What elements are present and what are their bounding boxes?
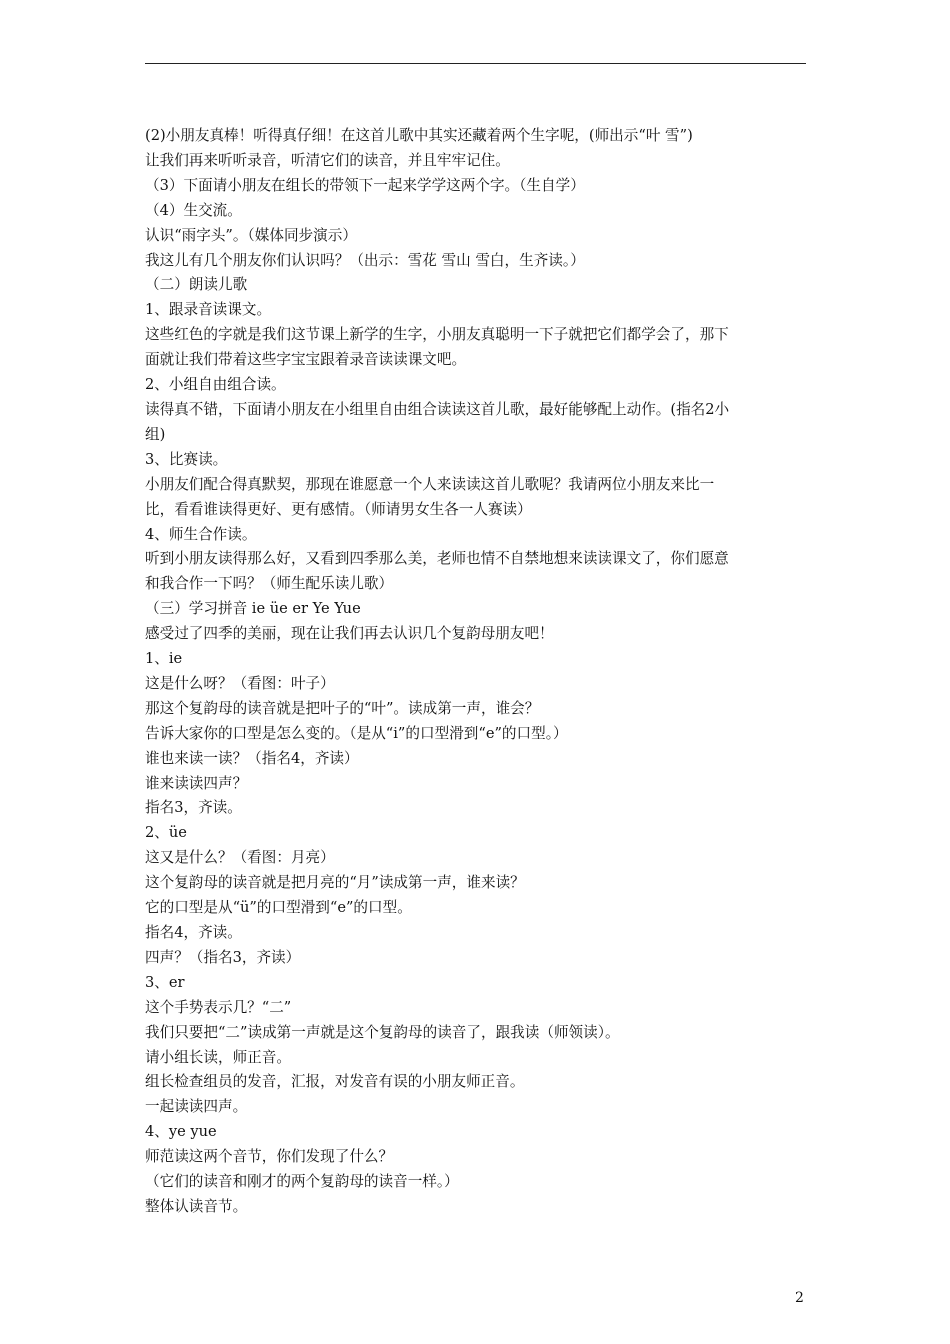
text-line: 面就让我们带着这些字宝宝跟着录音读读课文吧。 [145, 351, 467, 369]
text-line: 听到小朋友读得那么好，又看到四季那么美，老师也情不自禁地想来读读课文了，你们愿意 [145, 550, 729, 568]
text-line: 这个手势表示几？“二” [145, 998, 292, 1016]
text-line: 感受过了四季的美丽，现在让我们再去认识几个复韵母朋友吧！ [145, 625, 554, 643]
text-line: 请小组长读，师正音。 [145, 1048, 291, 1066]
text-line: 指名4，齐读。 [145, 924, 242, 941]
text-line: 3、er [145, 973, 185, 991]
text-line: 这是什么呀？（看图：叶子） [145, 674, 335, 692]
text-line: 四声？（指名3，齐读） [145, 948, 301, 966]
text-line: 那这个复韵母的读音就是把叶子的“叶”。读成第一声，谁会？ [145, 699, 540, 717]
text-line: 这又是什么？（看图：月亮） [145, 849, 335, 867]
text-line: 2、üe [145, 824, 187, 842]
text-line: 谁也来读一读？（指名4，齐读） [145, 749, 359, 767]
text-line: 我们只要把“二”读成第一声就是这个复韵母的读音了，跟我读（师领读）。 [145, 1023, 620, 1041]
text-line: 谁来读读四声？ [145, 774, 248, 792]
text-line: 告诉大家你的口型是怎么变的。（是从“i”的口型滑到“e”的口型。） [145, 724, 568, 742]
text-line: 这个复韵母的读音就是把月亮的“月”读成第一声，谁来读？ [145, 874, 525, 892]
text-line: （二）朗读儿歌 [145, 276, 248, 294]
text-line: 认识“雨字头”。（媒体同步演示） [145, 226, 357, 244]
text-line: 我这儿有几个朋友你们认识吗？（出示：雪花 雪山 雪白，生齐读。） [145, 251, 585, 269]
document-body [145, 124, 810, 1220]
text-line: 3、比赛读。 [145, 450, 228, 468]
text-line: 1、跟录音读课文。 [145, 301, 272, 319]
text-line: 小朋友们配合得真默契，那现在谁愿意一个人来读读这首儿歌呢？我请两位小朋友来比一 [145, 475, 715, 493]
text-line: 这些红色的字就是我们这节课上新学的生字，小朋友真聪明一下子就把它们都学会了，那下 [145, 326, 729, 344]
text-line: （4）生交流。 [145, 201, 242, 219]
text-line: 2、小组自由组合读。 [145, 376, 286, 394]
text-line: 4、ye yue [145, 1123, 217, 1141]
text-line: 让我们再来听听录音，听清它们的读音，并且牢牢记住。 [145, 151, 510, 169]
text-line: 4、师生合作读。 [145, 525, 257, 543]
text-line: （它们的读音和刚才的两个复韵母的读音一样。） [145, 1173, 459, 1191]
page-number: 2 [795, 1290, 804, 1306]
text-line: 读得真不错，下面请小朋友在小组里自由组合读读这首儿歌，最好能够配上动作。(指名2小 [145, 400, 730, 418]
text-line: 整体认读音节。 [145, 1197, 248, 1215]
text-line: 指名3，齐读。 [145, 799, 242, 817]
text-line: (2)小朋友真棒！听得真仔细！在这首儿歌中其实还藏着两个生字呢，(师出示“叶 雪”) [145, 127, 693, 144]
text-line: 师范读这两个音节，你们发现了什么？ [145, 1148, 394, 1166]
text-line: 它的口型是从“ü”的口型滑到“e”的口型。 [145, 899, 412, 917]
text-line: （3）下面请小朋友在组长的带领下一起来学学这两个字。（生自学） [145, 176, 585, 194]
text-line: 一起读读四声。 [145, 1098, 248, 1116]
text-line: 组长检查组员的发音，汇报，对发音有误的小朋友师正音。 [145, 1073, 525, 1091]
text-line: （三）学习拼音 ie üe er Ye Yue [145, 600, 361, 618]
header-rule [145, 63, 806, 64]
text-line: 比，看看谁读得更好、更有感情。（师请男女生各一人赛读） [145, 500, 532, 518]
text-line: 1、ie [145, 650, 183, 668]
text-line: 和我合作一下吗？（师生配乐读儿歌） [145, 575, 394, 593]
text-line: 组) [145, 425, 166, 443]
